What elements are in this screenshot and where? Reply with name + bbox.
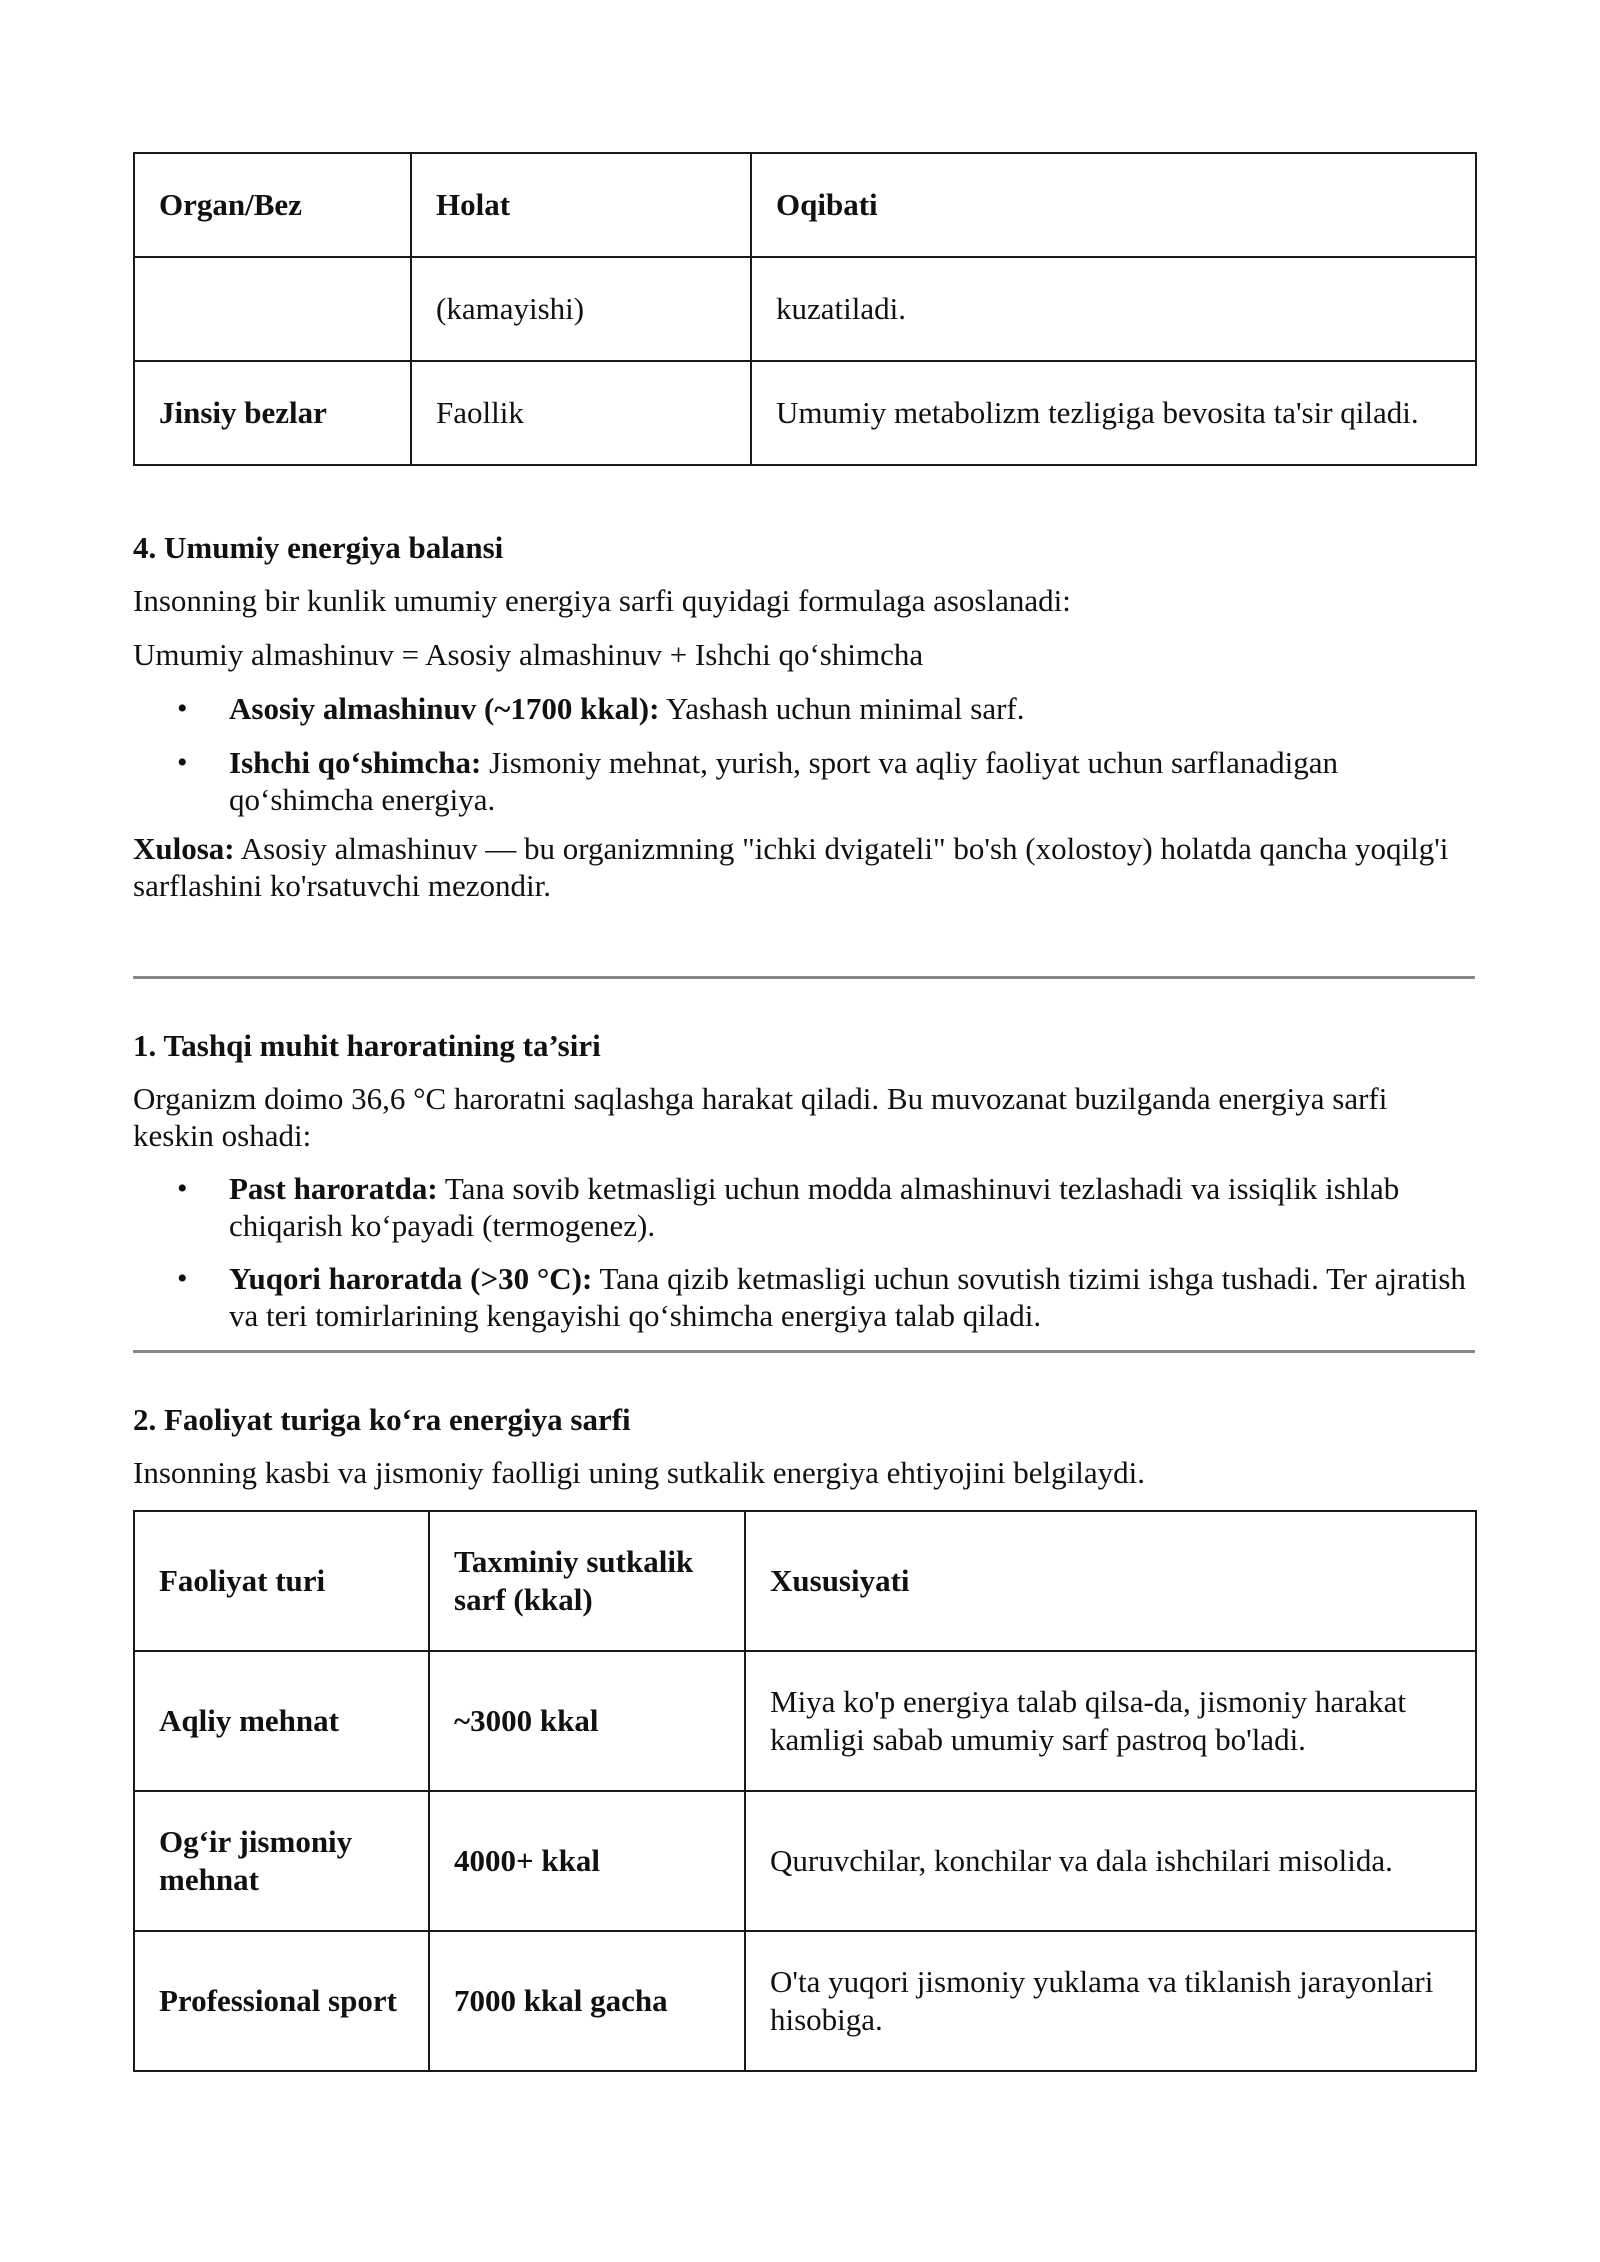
table-header-row <box>134 153 1476 257</box>
table-row <box>134 1791 1476 1931</box>
section-heading: 2. Faoliyat turiga ko‘ra energiya sarfi <box>133 1402 631 1437</box>
table-cell: Faollik <box>411 361 751 465</box>
bullet-text: Tana sovib ketmasligi uchun modda almashinuvi tezlashadi va issiqlik ishlab chiqarish ko‘payadi (termogenez). <box>229 1171 1400 1243</box>
table-row <box>134 257 1476 361</box>
formula-line: Umumiy almashinuv = Asosiy almashinuv + Ishchi qo‘shimcha <box>133 637 924 672</box>
bullet-text: Yashash uchun minimal sarf. <box>666 691 1025 726</box>
bullet-label: Past haroratda: <box>229 1171 438 1206</box>
bullet-label: Yuqori haroratda (>30 °C): <box>229 1261 593 1296</box>
table-cell: Og‘ir jismoniy mehnat <box>134 1791 429 1931</box>
list-item <box>133 1170 1475 1244</box>
table-header-cell: Faoliyat turi <box>134 1511 429 1651</box>
table-cell: Umumiy metabolizm tezligiga bevosita ta'sir qiladi. <box>751 361 1476 465</box>
table-cell: ~3000 kkal <box>429 1651 745 1791</box>
paragraph: Insonning bir kunlik umumiy energiya sarfi quyidagi formulaga asoslanadi: <box>133 583 1071 618</box>
table-header-cell: Holat <box>411 153 751 257</box>
table-header-cell: Oqibati <box>751 153 1476 257</box>
table-cell: Professional sport <box>134 1931 429 2071</box>
table-cell: Aqliy mehnat <box>134 1651 429 1791</box>
table-header-cell: Taxminiy sutkalik sarf (kkal) <box>429 1511 745 1651</box>
table-cell <box>134 257 411 361</box>
paragraph: Organizm doimo 36,6 °C haroratni saqlashga harakat qiladi. Bu muvozanat buzilganda energiya sarfi keskin oshadi: <box>133 1081 1388 1153</box>
bullet-icon: • <box>177 1172 188 1205</box>
bullet-icon: • <box>177 692 188 725</box>
list-item <box>133 690 1475 727</box>
bullet-icon: • <box>177 746 188 779</box>
list-item <box>133 1260 1475 1334</box>
list-item <box>133 744 1475 818</box>
bullet-list <box>133 690 1475 818</box>
table-cell: O'ta yuqori jismoniy yuklama va tiklanish jarayonlari hisobiga. <box>745 1931 1476 2071</box>
table-row <box>134 361 1476 465</box>
table-row <box>134 1931 1476 2071</box>
horizontal-rule <box>133 1350 1475 1353</box>
activity-energy-table <box>133 1510 1477 2072</box>
section-heading: 1. Tashqi muhit haroratining ta’siri <box>133 1028 601 1063</box>
conclusion-paragraph <box>133 830 1475 904</box>
section-heading: 4. Umumiy energiya balansi <box>133 530 504 565</box>
table-row <box>134 1651 1476 1791</box>
table-cell: Miya ko'p energiya talab qilsa-da, jismoniy harakat kamligi sabab umumiy sarf pastroq bo'ladi. <box>745 1651 1476 1791</box>
conclusion-text: Asosiy almashinuv — bu organizmning "ichki dvigateli" bo'sh (xolostoy) holatda qancha yoqilg'i sarflashini ko'rsatuvchi mezondir. <box>133 831 1449 903</box>
organ-effects-table <box>133 152 1477 466</box>
table-cell: 4000+ kkal <box>429 1791 745 1931</box>
conclusion-label: Xulosa: <box>133 831 235 866</box>
bullet-label: Ishchi qo‘shimcha: <box>229 745 482 780</box>
table-cell: Quruvchilar, konchilar va dala ishchilari misolida. <box>745 1791 1476 1931</box>
bullet-list <box>133 1170 1475 1334</box>
table-cell: 7000 kkal gacha <box>429 1931 745 2071</box>
table-header-row <box>134 1511 1476 1651</box>
table-header-cell: Organ/Bez <box>134 153 411 257</box>
table-cell: Jinsiy bezlar <box>134 361 411 465</box>
bullet-text: Jismoniy mehnat, yurish, sport va aqliy faoliyat uchun sarflanadigan qo‘shimcha energiya. <box>229 745 1338 817</box>
table-cell: kuzatiladi. <box>751 257 1476 361</box>
bullet-icon: • <box>177 1262 188 1295</box>
paragraph: Insonning kasbi va jismoniy faolligi uning sutkalik energiya ehtiyojini belgilaydi. <box>133 1455 1145 1490</box>
bullet-label: Asosiy almashinuv (~1700 kkal): <box>229 691 660 726</box>
horizontal-rule <box>133 976 1475 979</box>
table-cell: (kamayishi) <box>411 257 751 361</box>
bullet-text: Tana qizib ketmasligi uchun sovutish tizimi ishga tushadi. Ter ajratish va teri tomirlarining kengayishi qo‘shimcha energiya talab qiladi. <box>229 1261 1466 1333</box>
table-header-cell: Xususiyati <box>745 1511 1476 1651</box>
